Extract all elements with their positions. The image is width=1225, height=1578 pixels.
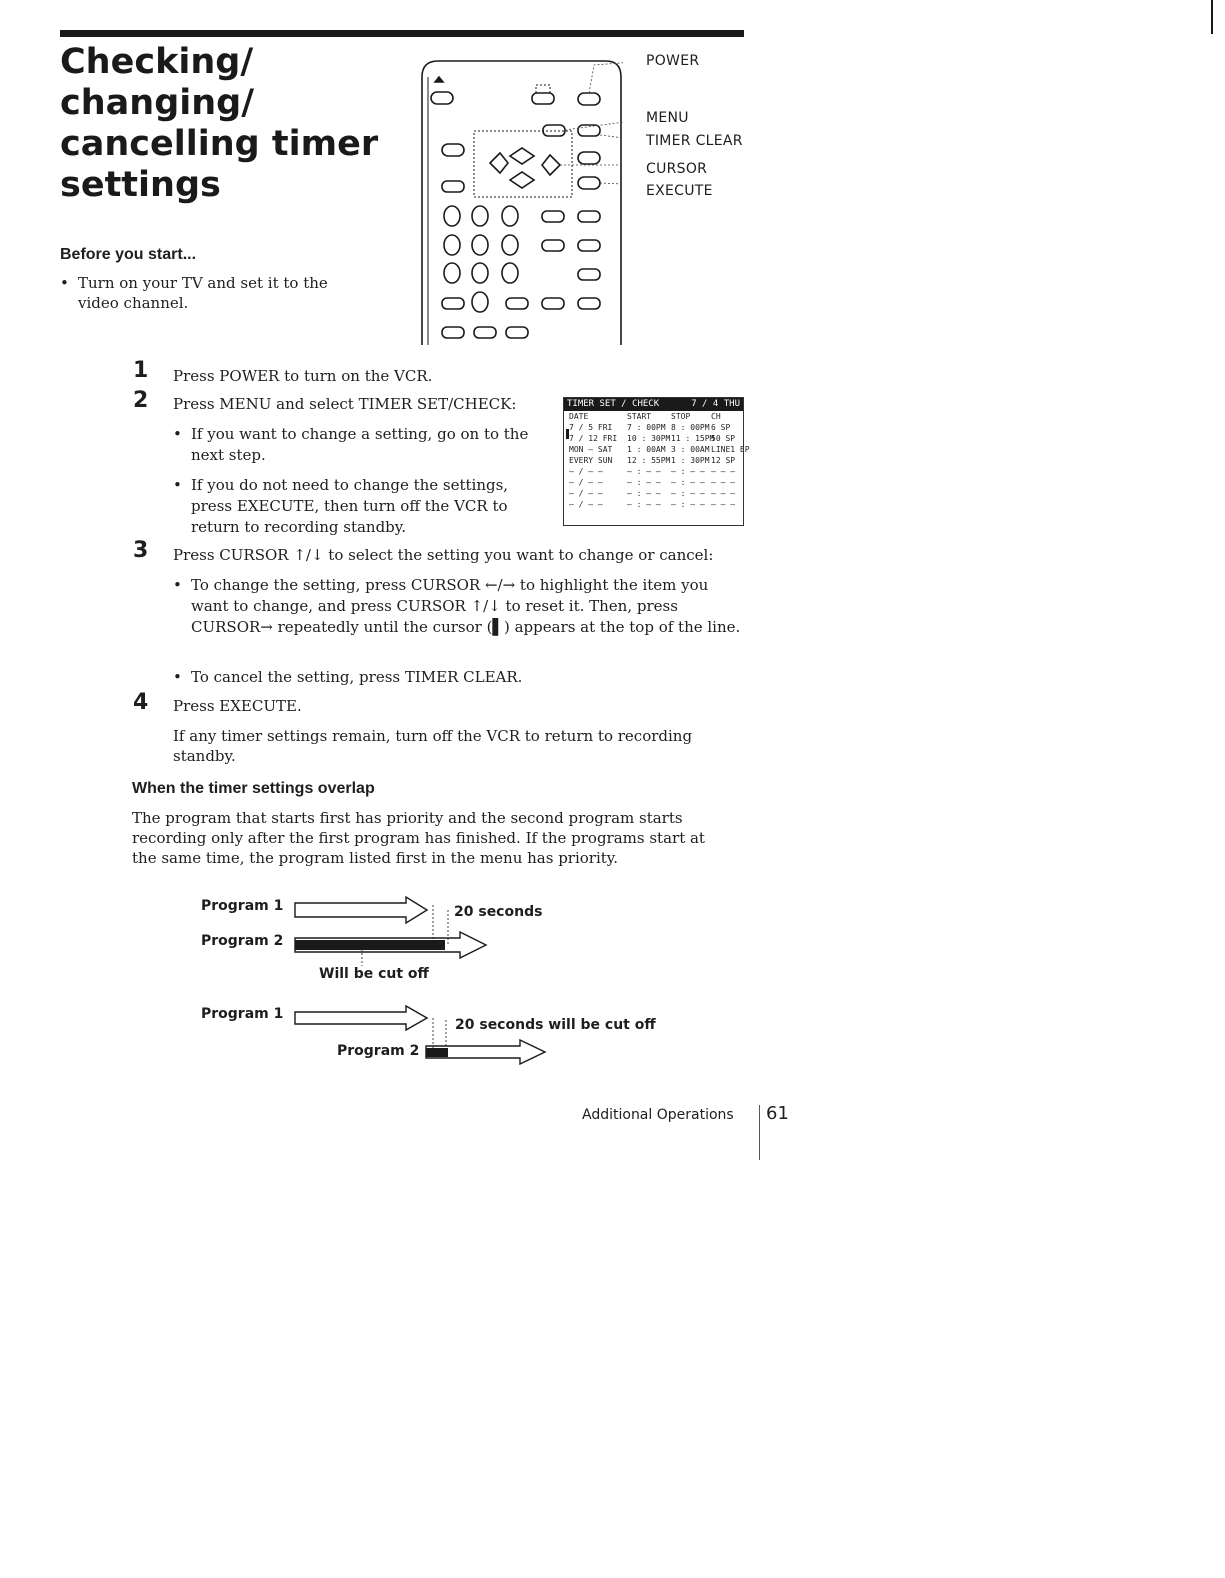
timer-entry-cell: 12 SP: [711, 456, 736, 465]
page-title: Checking/ changing/ cancelling timer settings: [60, 42, 379, 205]
step-3-number: 3: [133, 538, 149, 563]
overlap-text: The program that starts first has priority and the second program starts recording only after the first program has finished. If the programs start at the same time, the program listed first in the menu has priority.: [132, 809, 705, 867]
timer-screen-title: TIMER SET / CHECK: [567, 399, 660, 409]
timer-entry-cell: LINE1 EP: [711, 445, 750, 454]
diagram2-cut-segment: [426, 1048, 448, 1057]
timer-entry-cell: – / – –: [569, 478, 603, 487]
timer-entry-cell: MON – SAT: [569, 445, 613, 454]
eject-button: [431, 92, 453, 104]
timer-entry-cell: – : – –: [627, 500, 661, 509]
cursor-down-button: [510, 172, 534, 188]
step-2-bullet-2: • If you do not need to change the settings, press EXECUTE, then turn off the VCR to return to recording standby.: [173, 476, 509, 536]
timer-entry-row: [564, 499, 743, 510]
timer-entry-cell: – : – –: [627, 467, 661, 476]
timer-entry-row: [564, 433, 743, 444]
before-you-start-heading: Before you start...: [60, 246, 197, 263]
timer-entry-cell: – / – –: [569, 489, 603, 498]
bullet-icon: •: [173, 425, 182, 443]
diagram2-timeline: [290, 1000, 560, 1070]
timer-entry-cell: 1 : 30PM: [671, 456, 710, 465]
timer-entry-cell: 7 / 12 FRI: [569, 434, 618, 443]
diagram1-cut-label: Will be cut off: [319, 966, 429, 982]
menu-callout: MENU: [646, 110, 689, 126]
before-you-start-text: Turn on your TV and set it to the video channel.: [78, 274, 328, 312]
timer-entry-cell: – : – –: [671, 489, 705, 498]
execute-callout: EXECUTE: [646, 183, 713, 199]
step-4-note: If any timer settings remain, turn off the VCR to return to recording standby.: [173, 727, 693, 765]
diagram2-gap-label: 20 seconds will be cut off: [455, 1017, 656, 1033]
timer-screen-date: 7 / 4 THU: [691, 399, 740, 409]
timer-entry-row: [564, 455, 743, 466]
cursor-left-button: [490, 153, 508, 173]
top-rule: [60, 30, 744, 37]
timer-entry-cell: 50 SP: [711, 434, 736, 443]
timer-entry-cell: – : – –: [627, 478, 661, 487]
bullet-icon: •: [173, 576, 182, 594]
diagram1-program2-label: Program 2: [201, 933, 284, 949]
timer-entry-cell: – / – –: [569, 500, 603, 509]
power-button: [578, 93, 600, 105]
bullet-icon: •: [60, 274, 69, 292]
timer-entry-row: [564, 444, 750, 455]
timer-entry-row: [564, 422, 743, 433]
footer-divider: [759, 1105, 760, 1160]
timer-entry-cell: – – –: [711, 467, 736, 476]
step-2-bullet-1: • If you want to change a setting, go on to the next step.: [173, 425, 529, 464]
remote-control-illustration: [418, 55, 623, 345]
timer-entry-cell: 10 : 30PM: [627, 434, 671, 443]
remote-outline: [422, 61, 621, 345]
timer-screen-header: [564, 398, 743, 411]
timer-entry-cell: 7 : 00PM: [627, 423, 666, 432]
timer-set-check-screen: [563, 397, 750, 526]
timer-entry-cell: – / – –: [569, 467, 603, 476]
timer-entry-cell: – – –: [711, 500, 736, 509]
footer-section-name: Additional Operations: [582, 1107, 734, 1123]
page-number: 61: [766, 1103, 789, 1124]
step-3-bullet-2: • To cancel the setting, press TIMER CLEAR.: [173, 668, 523, 686]
timer-cursor: [566, 429, 569, 439]
step-3-text: Press CURSOR ↑/↓ to select the setting you want to change or cancel:: [173, 546, 714, 564]
cursor-right-button: [542, 155, 560, 175]
cursor-up-button: [510, 148, 534, 164]
diagram1-gap-label: 20 seconds: [454, 904, 543, 920]
timer-entry-cell: – : – –: [627, 489, 661, 498]
before-you-start-item: [60, 273, 360, 313]
timer-entry-row: [564, 477, 743, 488]
cursor-callout: CURSOR: [646, 161, 708, 177]
timer-entry-cell: EVERY SUN: [569, 456, 613, 465]
diagram2-program1-arrow: [295, 1006, 427, 1030]
diagram2-program2-label: Program 2: [337, 1043, 420, 1059]
timer-entry-cell: – : – –: [671, 478, 705, 487]
overlap-heading: When the timer settings overlap: [132, 780, 375, 797]
timer-entry-cell: 12 : 55PM: [627, 456, 671, 465]
timer-entry-row: [564, 466, 743, 477]
step-1-number: 1: [133, 358, 149, 383]
step-4-number: 4: [133, 690, 149, 715]
step-2-text: Press MENU and select TIMER SET/CHECK:: [173, 395, 517, 413]
timer-entry-cell: 11 : 15PM: [671, 434, 715, 443]
timer-screen-columns: DATE START STOP CH: [569, 412, 721, 421]
step-2-number: 2: [133, 388, 149, 413]
diagram1-program1-label: Program 1: [201, 898, 284, 914]
bullet-icon: •: [173, 476, 182, 494]
power-callout: POWER: [646, 53, 700, 69]
timer-entry-cell: 3 : 00AM: [671, 445, 710, 454]
timer-clear-button: [578, 152, 600, 164]
timer-entry-row: [564, 488, 743, 499]
execute-button: [578, 177, 600, 189]
timer-entry-cell: – – –: [711, 478, 736, 487]
step-4-text: Press EXECUTE.: [173, 697, 302, 715]
timer-entry-cell: – – –: [711, 489, 736, 498]
diagram2-program1-label: Program 1: [201, 1006, 284, 1022]
diagram1-program1-arrow: [295, 897, 427, 923]
timer-clear-callout: TIMER CLEAR: [646, 133, 743, 149]
timer-entry-cell: 7 / 5 FRI: [569, 423, 613, 432]
timer-screen-rows: [564, 422, 750, 510]
page-edge-mark: [1211, 0, 1213, 34]
step-3-bullet-1: • To change the setting, press CURSOR ←/→ to highlight the item you want to change, and press CURSOR ↑/↓ to reset it. Then, press CURSOR→ repeatedly until the cursor (▌) appears at the top of the line.: [173, 576, 741, 636]
timer-entry-cell: – : – –: [671, 500, 705, 509]
timer-entry-cell: – : – –: [671, 467, 705, 476]
timer-entry-cell: 1 : 00AM: [627, 445, 666, 454]
step-1-text: Press POWER to turn on the VCR.: [173, 367, 433, 385]
diagram1-cut-segment: [295, 940, 445, 950]
timer-entry-cell: 6 SP: [711, 423, 731, 432]
bullet-icon: •: [173, 668, 182, 686]
timer-entry-cell: 8 : 00PM: [671, 423, 710, 432]
diagram1-timeline: [290, 890, 510, 970]
